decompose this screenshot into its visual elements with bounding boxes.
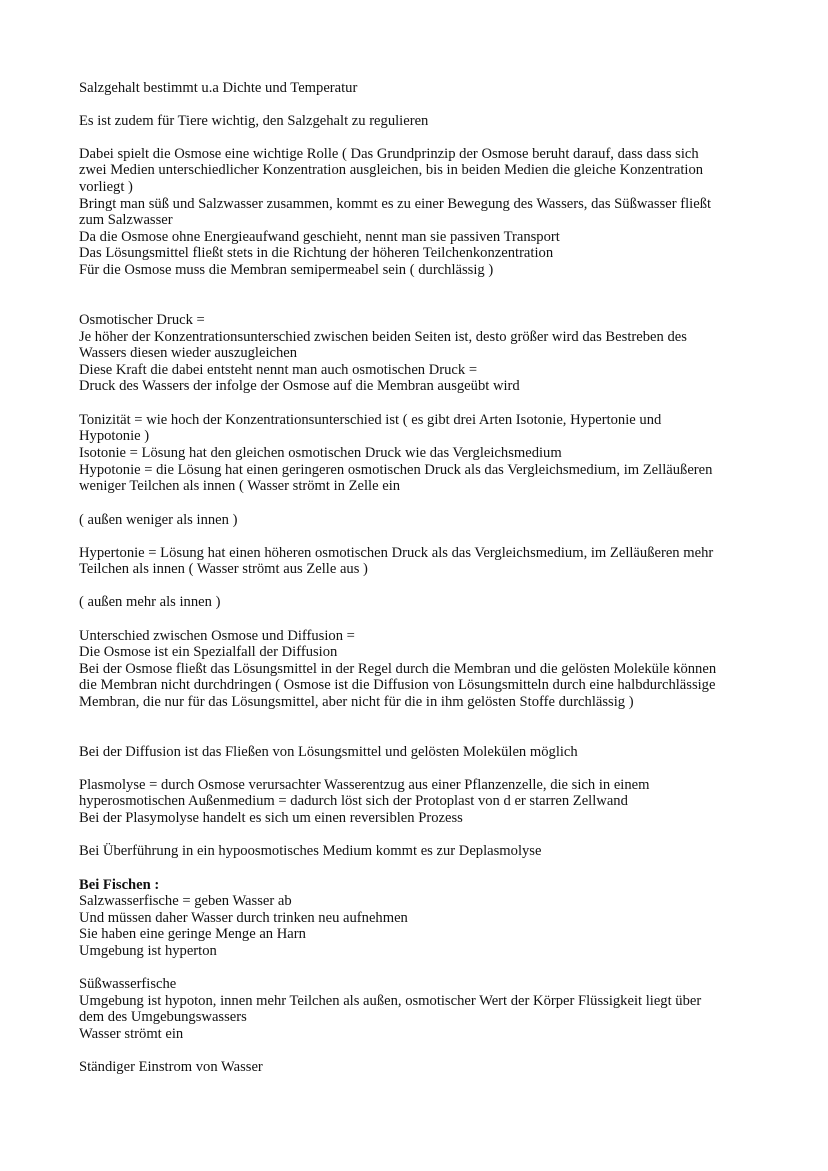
text-line: Ständiger Einstrom von Wasser xyxy=(79,1059,263,1075)
text-line: Isotonie = Lösung hat den gleichen osmotischen Druck wie das Vergleichsmedium xyxy=(79,445,562,461)
section-heading-bold: Bei Fischen : xyxy=(79,877,160,893)
text-line: hyperosmotischen Außenmedium = dadurch löst sich der Protoplast von d er starren Zellwand xyxy=(79,793,628,809)
text-line: Dabei spielt die Osmose eine wichtige Rolle ( Das Grundprinzip der Osmose beruht darauf, dass dass sich xyxy=(79,146,699,162)
text-line: Teilchen als innen ( Wasser strömt aus Zelle aus ) xyxy=(79,561,368,577)
text-line: Druck des Wassers der infolge der Osmose auf die Membran ausgeübt wird xyxy=(79,378,520,394)
text-line: weniger Teilchen als innen ( Wasser strömt in Zelle ein xyxy=(79,478,401,494)
text-line: Hypotonie ) xyxy=(79,428,150,444)
text-line: Und müssen daher Wasser durch trinken neu aufnehmen xyxy=(79,910,408,926)
text-line: zum Salzwasser xyxy=(79,212,173,228)
text-line: Die Osmose ist ein Spezialfall der Diffusion xyxy=(79,644,338,660)
text-line: Plasmolyse = durch Osmose verursachter Wasserentzug aus einer Pflanzenzelle, die sich in einem xyxy=(79,777,650,793)
section-heading: Unterschied zwischen Osmose und Diffusion = xyxy=(79,628,355,644)
text-line: Bei der Diffusion ist das Fließen von Lösungsmittel und gelösten Molekülen möglich xyxy=(79,744,578,760)
text-line: dem des Umgebungswassers xyxy=(79,1009,247,1025)
text-line: Wasser strömt ein xyxy=(79,1026,184,1042)
text-line: Sie haben eine geringe Menge an Harn xyxy=(79,926,306,942)
text-line: Bei der Osmose fließt das Lösungsmittel in der Regel durch die Membran und die gelösten Moleküle können xyxy=(79,661,717,677)
text-line: Salzgehalt bestimmt u.a Dichte und Temperatur xyxy=(79,80,358,96)
text-line: ( außen weniger als innen ) xyxy=(79,512,238,528)
text-line: Das Lösungsmittel fließt stets in die Richtung der höheren Teilchenkonzentration xyxy=(79,245,554,261)
text-line: Bringt man süß und Salzwasser zusammen, kommt es zu einer Bewegung des Wassers, das Süßwasser fließt xyxy=(79,196,712,212)
text-line: Salzwasserfische = geben Wasser ab xyxy=(79,893,292,909)
text-line: vorliegt ) xyxy=(79,179,133,195)
text-line: zwei Medien unterschiedlicher Konzentration ausgleichen, bis in beiden Medien die gleiche Konzentration xyxy=(79,162,704,178)
text-line: ( außen mehr als innen ) xyxy=(79,594,221,610)
text-line: Umgebung ist hyperton xyxy=(79,943,217,959)
text-line: die Membran nicht durchdringen ( Osmose ist die Diffusion von Lösungsmitteln durch eine halbdurchlässige xyxy=(79,677,716,693)
text-line: Wassers diesen wieder auszugleichen xyxy=(79,345,298,361)
text-line: Hypotonie = die Lösung hat einen geringeren osmotischen Druck als das Vergleichsmedium, im Zelläußeren xyxy=(79,462,713,478)
text-line: Diese Kraft die dabei entsteht nennt man auch osmotischen Druck = xyxy=(79,362,478,378)
section-heading: Süßwasserfische xyxy=(79,976,177,992)
text-line: Für die Osmose muss die Membran semipermeabel sein ( durchlässig ) xyxy=(79,262,494,278)
text-line: Hypertonie = Lösung hat einen höheren osmotischen Druck als das Vergleichsmedium, im Zelläußeren mehr xyxy=(79,545,714,561)
text-line: Da die Osmose ohne Energieaufwand geschieht, nennt man sie passiven Transport xyxy=(79,229,560,245)
text-line: Membran, die nur für das Lösungsmittel, aber nicht für die in ihm gelösten Stoffe durchlässig ) xyxy=(79,694,634,710)
section-heading: Osmotischer Druck = xyxy=(79,312,205,328)
text-line: Bei der Plasymolyse handelt es sich um einen reversiblen Prozess xyxy=(79,810,463,826)
text-line: Bei Überführung in ein hypoosmotisches Medium kommt es zur Deplasmolyse xyxy=(79,843,542,859)
text-line: Je höher der Konzentrationsunterschied zwischen beiden Seiten ist, desto größer wird das Bestreben des xyxy=(79,329,687,345)
text-line: Tonizität = wie hoch der Konzentrationsunterschied ist ( es gibt drei Arten Isotonie, Hypertonie und xyxy=(79,412,662,428)
text-line: Es ist zudem für Tiere wichtig, den Salzgehalt zu regulieren xyxy=(79,113,429,129)
text-line: Umgebung ist hypoton, innen mehr Teilchen als außen, osmotischer Wert der Körper Flüssigkeit liegt über xyxy=(79,993,702,1009)
